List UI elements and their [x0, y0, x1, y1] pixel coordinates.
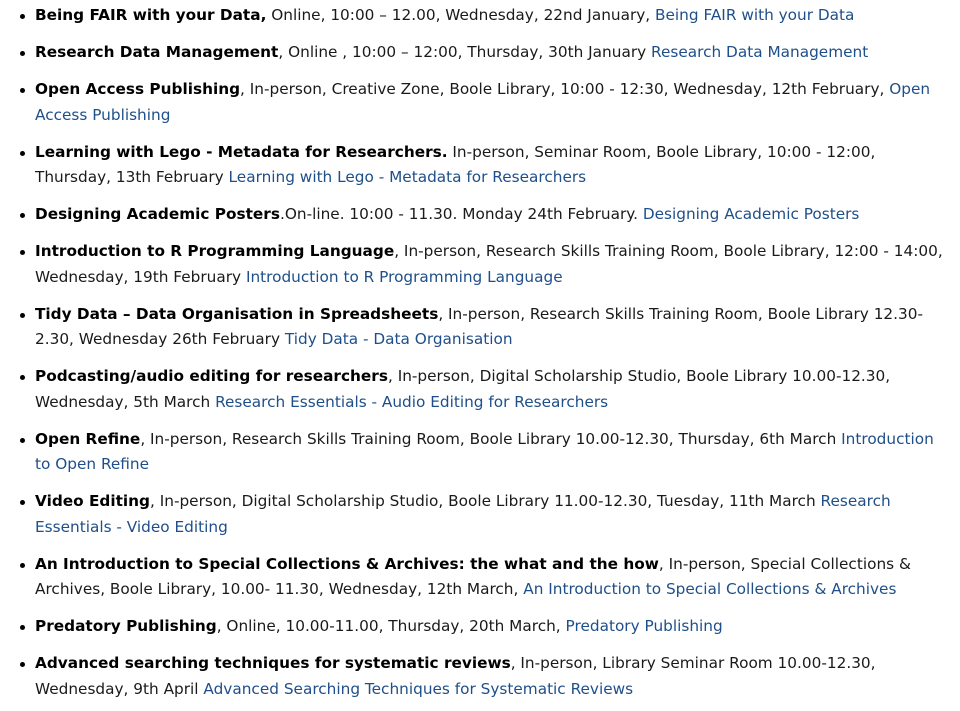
- event-link[interactable]: Being FAIR with your Data: [655, 6, 855, 24]
- event-title: Open Access Publishing: [35, 80, 241, 98]
- list-item: [0, 614, 960, 640]
- event-link[interactable]: Research Data Management: [651, 43, 869, 61]
- list-item: [0, 427, 960, 478]
- event-details: , In-person, Digital Scholarship Studio, Boole Library 10.00-12.30, Wednesday, 5th March: [35, 367, 891, 411]
- list-item: [0, 302, 960, 353]
- event-title: Introduction to R Programming Language: [35, 242, 395, 260]
- event-link[interactable]: Advanced Searching Techniques for Systematic Reviews: [203, 679, 634, 698]
- list-item: [0, 552, 960, 603]
- event-link[interactable]: Research Essentials - Audio Editing for Researchers: [215, 392, 609, 411]
- event-details: , In-person, Research Skills Training Room, Boole Library 10.00-12.30, Thursday, 6th March: [140, 429, 842, 448]
- event-link[interactable]: An Introduction to Special Collections & Archives: [523, 580, 897, 598]
- event-link[interactable]: Introduction to Open Refine: [35, 429, 934, 473]
- event-link[interactable]: Introduction to R Programming Language: [245, 267, 563, 286]
- event-link[interactable]: Research Essentials - Video Editing: [35, 492, 891, 536]
- list-item: [0, 3, 960, 29]
- list-item: [0, 364, 960, 415]
- event-link[interactable]: Designing Academic Posters: [642, 205, 860, 223]
- event-details: , In-person, Special Collections & Archives, Boole Library, 10.00- 11.30, Wednesday, 12th March,: [35, 554, 911, 598]
- event-title: Open Refine: [35, 429, 141, 448]
- event-title: Being FAIR with your Data,: [35, 6, 267, 24]
- event-title: Learning with Lego - Metadata for Researchers.: [35, 142, 448, 161]
- event-details: , In-person, Digital Scholarship Studio, Boole Library 11.00-12.30, Tuesday, 11th March: [150, 492, 821, 510]
- event-title: Research Data Management: [35, 43, 279, 61]
- list-item: [0, 40, 960, 66]
- event-title: An Introduction to Special Collections & Archives: the what and the how: [35, 554, 659, 573]
- event-details: , In-person, Library Seminar Room 10.00-12.30, Wednesday, 9th April: [35, 654, 876, 698]
- event-title: Advanced searching techniques for systematic reviews: [35, 654, 511, 672]
- event-details: Online, 10:00 – 12.00, Wednesday, 22nd January,: [266, 6, 656, 24]
- event-details: , Online, 10.00-11.00, Thursday, 20th March,: [216, 617, 566, 635]
- event-link[interactable]: Open Access Publishing: [35, 80, 931, 124]
- event-details: In-person, Seminar Room, Boole Library, 10:00 - 12:00, Thursday, 13th February: [35, 142, 876, 186]
- event-title: Video Editing: [35, 492, 151, 510]
- list-item: [0, 202, 960, 228]
- list-item: [0, 140, 960, 191]
- event-details: , In-person, Research Skills Training Room, Boole Library 12.30-2.30, Wednesday 26th February: [35, 304, 924, 348]
- list-item: [0, 651, 960, 702]
- event-details: , In-person, Creative Zone, Boole Library, 10:00 - 12:30, Wednesday, 12th February,: [240, 80, 890, 98]
- event-details: .On-line. 10:00 - 11.30. Monday 24th February.: [279, 205, 643, 223]
- event-link[interactable]: Tidy Data - Data Organisation: [284, 330, 513, 348]
- event-details: , In-person, Research Skills Training Room, Boole Library, 12:00 - 14:00, Wednesday, 19th February: [35, 242, 943, 286]
- list-item: [0, 77, 960, 128]
- event-link[interactable]: Predatory Publishing: [565, 617, 723, 635]
- event-title: Tidy Data – Data Organisation in Spreadsheets: [35, 304, 439, 323]
- event-title: Podcasting/audio editing for researchers: [35, 367, 388, 385]
- event-link[interactable]: Learning with Lego - Metadata for Researchers: [228, 168, 587, 186]
- event-title: Predatory Publishing: [35, 617, 217, 635]
- list-item: [0, 489, 960, 540]
- list-item: [0, 239, 960, 290]
- event-details: , Online , 10:00 – 12:00, Thursday, 30th January: [278, 43, 652, 61]
- event-title: Designing Academic Posters: [35, 205, 280, 223]
